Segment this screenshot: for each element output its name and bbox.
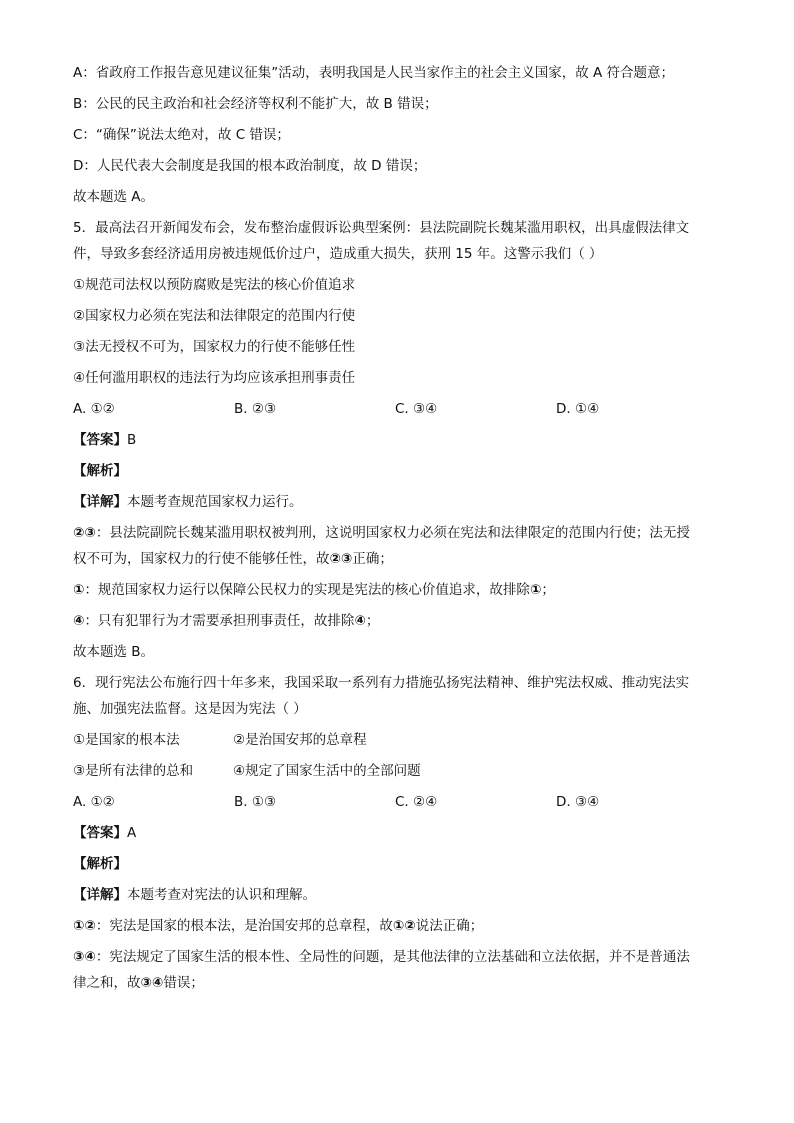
detail-text: 本题考查对宪法的认识和理解。 <box>127 887 316 903</box>
q5-exp1-line1 <box>73 523 733 549</box>
q5-option-a: A. ①② <box>73 401 115 417</box>
q6-detail <box>73 885 733 916</box>
q5-answer <box>73 430 733 461</box>
q6-option-c: C. ②④ <box>395 794 438 810</box>
q6-exp2-marker-2: ③④ <box>140 975 164 991</box>
q6-item-1: ①是国家的根本法 <box>73 732 180 748</box>
q5-exp1-text-2b: 正确； <box>352 551 393 567</box>
explanation-line-b: B：公民的民主政治和社会经济等权利不能扩大，故 B 错误； <box>73 96 438 112</box>
q6-option-d: D. ③④ <box>556 794 600 810</box>
q6-exp1-marker-end: ①② <box>392 918 416 934</box>
q5-option-c: C. ③④ <box>395 401 438 417</box>
conclusion-line: 故本题选 A。 <box>73 189 155 205</box>
q5-exp1-text: ：县法院副院长魏某滥用职权被判刑，这说明国家权力必须在宪法和法律限定的范围内行使；法无授 <box>95 525 690 541</box>
q6-option-b: B. ①③ <box>234 794 277 810</box>
q6-item-2: ②是治国安邦的总章程 <box>233 732 367 748</box>
q5-item-4: ④任何滥用职权的违法行为均应该承担刑事责任 <box>73 370 356 386</box>
q6-item-4: ④规定了国家生活中的全部问题 <box>233 763 421 779</box>
q5-exp3-marker-end: ④ <box>354 613 366 629</box>
q5-exp2-end: ； <box>541 582 555 598</box>
q5-options <box>73 399 733 430</box>
q5-exp1-text-2a: 权不可为，国家权力的行使不能够任性，故 <box>73 551 330 567</box>
q6-items-row-1 <box>73 730 733 761</box>
q5-exp3-marker: ④ <box>73 613 85 629</box>
answer-tag: 【答案】 <box>73 432 127 448</box>
q6-options <box>73 792 733 823</box>
q6-exp2-line2 <box>73 973 733 1004</box>
q5-stem-line-2: 件，导致多套经济适用房被违规低价过户，造成重大损失，获刑 15 年。这警示我们（ ） <box>73 246 603 262</box>
q6-exp1 <box>73 916 733 947</box>
q6-exp2-line1 <box>73 947 733 973</box>
q5-exp3-text: ：只有犯罪行为才需要承担刑事责任，故排除 <box>84 613 355 629</box>
q6-answer <box>73 823 733 854</box>
q5-analysis-heading <box>73 461 733 492</box>
detail-text: 本题考查规范国家权力运行。 <box>127 494 303 510</box>
q5-exp1-marker: ②③ <box>73 525 96 541</box>
q5-exp2-text: ：规范国家权力运行以保障公民权力的实现是宪法的核心价值追求，故排除 <box>84 582 530 598</box>
q5-item-3: ③法无授权不可为，国家权力的行使不能够任性 <box>73 339 356 355</box>
document-page <box>73 63 733 1004</box>
q6-items-row-2 <box>73 761 733 792</box>
analysis-tag: 【解析】 <box>73 856 127 872</box>
q6-item-3: ③是所有法律的总和 <box>73 763 194 779</box>
analysis-tag: 【解析】 <box>73 463 127 479</box>
q5-exp2-marker-end: ① <box>529 582 542 598</box>
q6-option-a: A. ①② <box>73 794 115 810</box>
q5-item-2: ②国家权力必须在宪法和法律限定的范围内行使 <box>73 308 356 324</box>
q6-exp1-end: 说法正确； <box>415 918 484 934</box>
q5-exp2 <box>73 580 733 611</box>
q5-option-b: B. ②③ <box>234 401 277 417</box>
q6-stem-line-2: 施、加强宪法监督。这是因为宪法（ ） <box>73 701 307 717</box>
q6-exp1-marker: ①② <box>73 918 96 934</box>
answer-value: A <box>127 825 137 841</box>
explanation-line-d: D：人民代表大会制度是我国的根本政治制度，故 D 错误； <box>73 158 427 174</box>
q5-exp2-marker: ① <box>73 582 85 598</box>
q5-exp1-marker-2: ②③ <box>329 551 353 567</box>
q5-exp3 <box>73 611 733 642</box>
q6-exp2-text: ：宪法规定了国家生活的根本性、全局性的问题，是其他法律的立法基础和立法依据，并不是普通法 <box>95 949 690 965</box>
answer-tag: 【答案】 <box>73 825 127 841</box>
q5-exp1-line2 <box>73 549 733 580</box>
q6-stem-line-1: 6．现行宪法公布施行四十年多来，我国采取一系列有力措施弘扬宪法精神、维护宪法权威、推动宪法实 <box>73 675 690 691</box>
q5-detail <box>73 492 733 523</box>
answer-value: B <box>127 432 137 448</box>
q6-exp2-text-2a: 律之和，故 <box>73 975 141 991</box>
explanation-line-c: C：“确保”说法太绝对，故 C 错误； <box>73 127 290 143</box>
detail-tag: 【详解】 <box>73 887 127 903</box>
q6-exp2-marker: ③④ <box>73 949 96 965</box>
detail-tag: 【详解】 <box>73 494 127 510</box>
q5-stem-line-1: 5．最高法召开新闻发布会，发布整治虚假诉讼典型案例：县法院副院长魏某滥用职权，出具虚假法律文 <box>73 220 690 236</box>
q6-exp1-text: ：宪法是国家的根本法，是治国安邦的总章程，故 <box>95 918 393 934</box>
q5-conclusion: 故本题选 B。 <box>73 644 155 660</box>
q5-item-1: ①规范司法权以预防腐败是宪法的核心价值追求 <box>73 277 356 293</box>
q5-exp3-end: ； <box>365 613 380 629</box>
q6-analysis-heading <box>73 854 733 885</box>
q6-exp2-text-2b: 错误； <box>163 975 204 991</box>
q5-option-d: D. ①④ <box>556 401 600 417</box>
explanation-line-a: A：省政府工作报告意见建议征集”活动，表明我国是人民当家作主的社会主义国家，故 A 符合题意； <box>73 65 675 81</box>
